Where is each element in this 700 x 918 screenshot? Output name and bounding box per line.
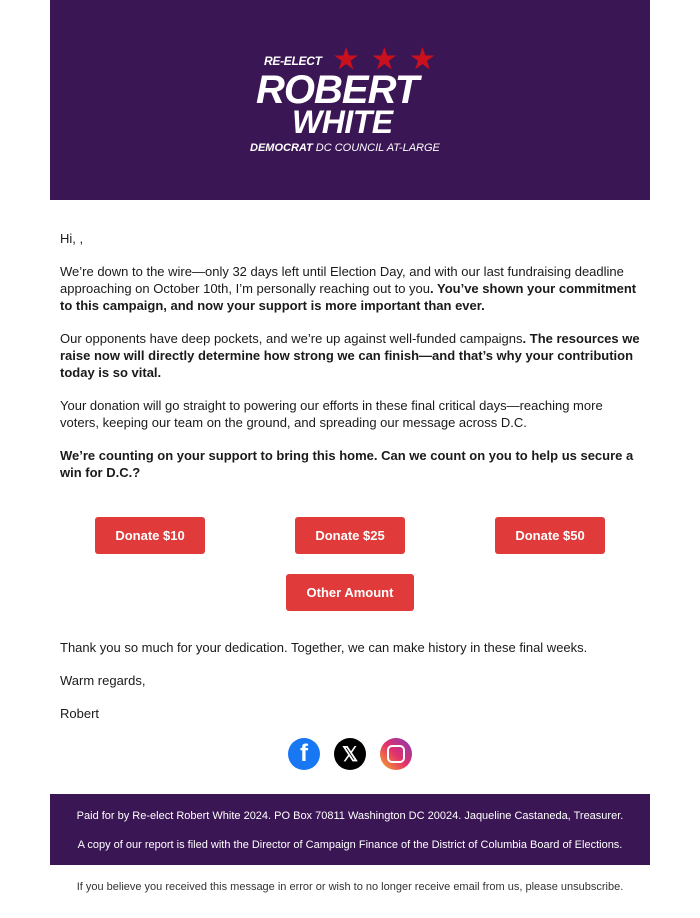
- donate-buttons: [60, 517, 640, 554]
- donate-25-button[interactable]: Donate $25: [295, 517, 405, 554]
- logo-last-name: WHITE: [292, 104, 393, 140]
- paragraph-2: [60, 330, 640, 381]
- header-banner: [50, 0, 650, 200]
- thanks-text: Thank you so much for your dedication. Together, we can make history in these final weeks.: [60, 640, 588, 655]
- logo-office: [250, 142, 440, 154]
- p4-bold: We’re counting on your support to bring this home. Can we count on you to help us secure a win for D.C.?: [60, 448, 634, 480]
- logo-office-text: DC COUNCIL AT-LARGE: [315, 142, 440, 154]
- signature: Robert: [60, 706, 100, 721]
- donate-50-button[interactable]: Donate $50: [495, 517, 605, 554]
- p1-text: We’re down to the wire—only 32 days left until Election Day, and with our last fundraising deadline approaching on October 10th, I’m personally reaching out to you: [60, 264, 624, 296]
- instagram-icon[interactable]: [380, 738, 412, 770]
- report-text: A copy of our report is filed with the Director of Campaign Finance of the District of Columbia Board of Elections.: [77, 839, 623, 851]
- logo-party: DEMOCRAT: [250, 142, 313, 154]
- logo-reelect: RE-ELECT: [264, 54, 322, 68]
- facebook-icon[interactable]: f: [288, 738, 320, 770]
- logo-first-name: ROBERT: [256, 68, 419, 112]
- social-links: [50, 738, 650, 770]
- other-amount-button[interactable]: Other Amount: [286, 574, 414, 611]
- paragraph-3: Your donation will go straight to powering our efforts in these final critical days—reaching more voters, keeping our team on the ground, and spreading our message across D.C.: [60, 398, 603, 430]
- email: [50, 0, 650, 893]
- regards-text: Warm regards,: [60, 673, 146, 688]
- paid-for-text: Paid for by Re-elect Robert White 2024. PO Box 70811 Washington DC 20024. Jaqueline Castaneda, Treasurer.: [76, 810, 624, 822]
- footer-disclaimer: [50, 794, 650, 865]
- paragraph-4: [60, 447, 640, 481]
- unsubscribe-text[interactable]: If you believe you received this message in error or wish to no longer receive email from us, please unsubscribe.: [76, 881, 624, 893]
- p1-bold: . You’ve shown your commitment to this campaign, and now your support is more important than ever.: [60, 281, 637, 313]
- x-twitter-icon[interactable]: 𝕏: [334, 738, 366, 770]
- greeting: Hi, ,: [60, 231, 84, 246]
- donate-10-button[interactable]: Donate $10: [95, 517, 205, 554]
- paragraph-1: [60, 263, 640, 314]
- stars-icon: ★★★: [334, 44, 449, 74]
- email-body: [50, 200, 650, 722]
- p2-text: Our opponents have deep pockets, and we’re up against well-funded campaigns: [60, 331, 523, 346]
- p2-bold: . The resources we raise now will directly determine how strong we can finish—and that’s why your contribution today is so vital.: [60, 331, 640, 380]
